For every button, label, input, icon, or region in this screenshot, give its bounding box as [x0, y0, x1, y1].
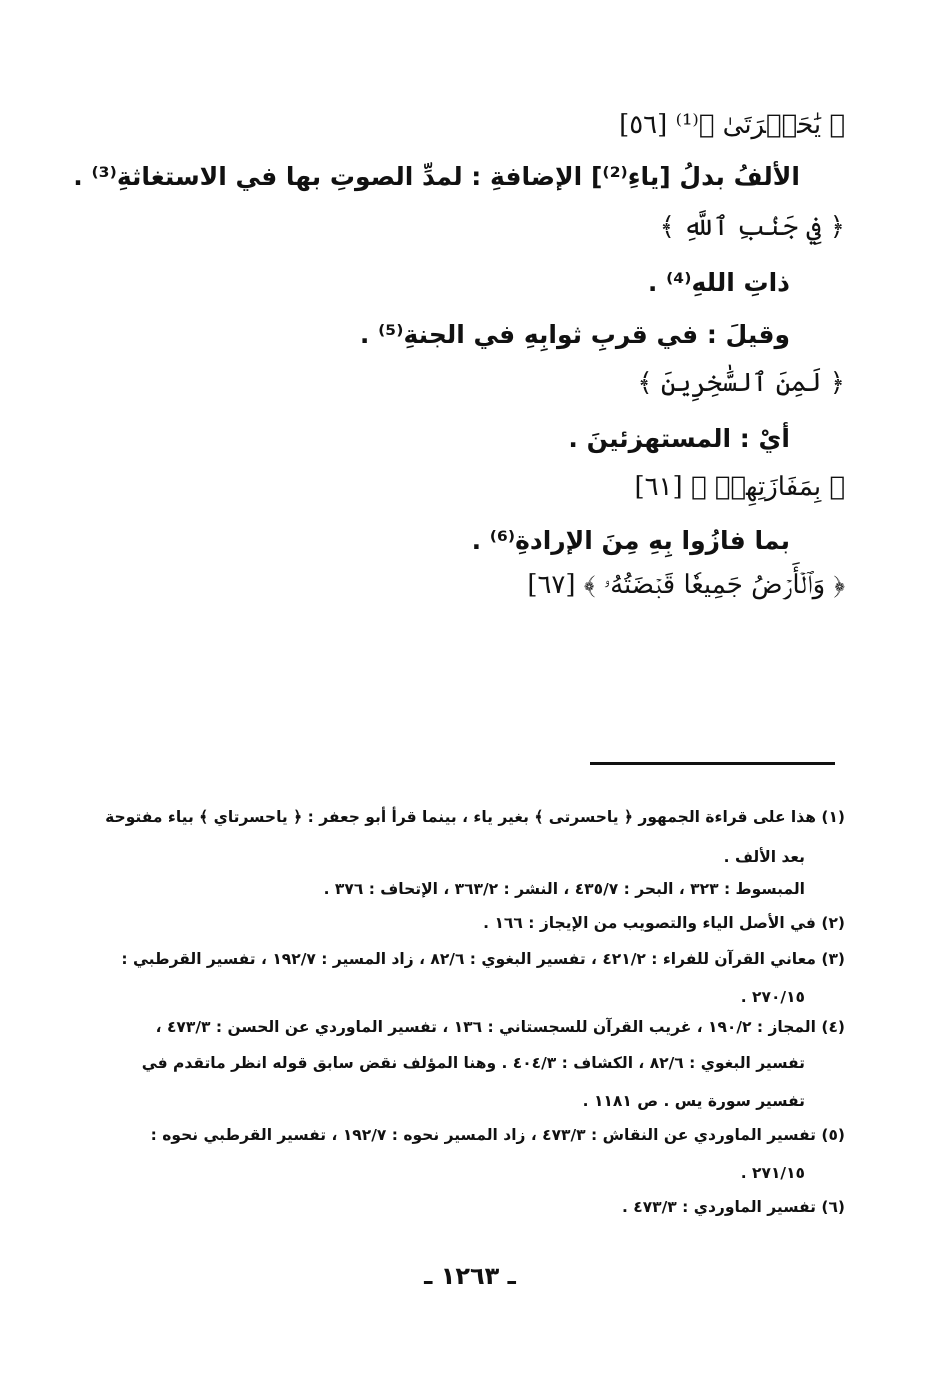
footnote-4-line-3: تفسير سورة يس . ص ١١٨١ .	[582, 1092, 805, 1110]
commentary-fazu: بما فازُوا بِهِ مِنَ الإرادةِ⁽⁶⁾ .	[471, 526, 790, 555]
footnote-3-line-1: (٣) معاني القرآن للفراء : ٤٢١/٢ ، تفسير البغوي : ٨٢/٦ ، زاد المسير : ١٩٢/٧ ، تفسير القرطبي :	[121, 950, 845, 968]
page-number: ـ ١٢٦٣ ـ	[424, 1262, 516, 1290]
verse-quote-mafazatihim: ﴿ بِمَفَازَتِهِمۡ ﴾ [٦١]	[634, 472, 845, 502]
footnote-2: (٢) في الأصل الياء والتصويب من الإيجاز : ١٦٦ .	[483, 914, 845, 932]
commentary-mustahzi: أيْ : المستهزئينَ .	[568, 424, 790, 453]
commentary-dhat-allah: ذاتِ اللهِ⁽⁴⁾ .	[647, 268, 790, 297]
verse-quote-fi-janbillah: ﴿ فِي جَنۢبِ ٱللَّهِ ﴾	[659, 212, 845, 242]
footnote-6: (٦) تفسير الماوردي : ٤٧٣/٣ .	[621, 1198, 845, 1216]
footnote-5-line-2: ٢٧١/١٥ .	[740, 1164, 805, 1182]
footnote-4-line-2: تفسير البغوي : ٨٢/٦ ، الكشاف : ٤٠٤/٣ . وهنا المؤلف نقض سابق قوله انظر ماتقدم في	[141, 1054, 805, 1072]
footnote-4-line-1: (٤) المجاز : ١٩٠/٢ ، غريب القرآن للسجستاني : ١٣٦ ، تفسير الماوردي عن الحسن : ٤٧٣/٣ ،	[155, 1018, 845, 1036]
footnote-1-line-2: بعد الألف .	[723, 848, 805, 866]
footnote-separator	[590, 762, 835, 765]
verse-quote-sakhirin: ﴿ لَمِنَ ٱلسَّٰخِرِينَ ﴾	[637, 368, 845, 398]
commentary-qila: وقيلَ : في قربِ ثوابِهِ في الجنةِ⁽⁵⁾ .	[359, 320, 790, 349]
footnote-1-line-1: (١) هذا على قراءة الجمهور ﴿ ياحسرتى ﴾ بغير ياء ، بينما قرأ أبو جعفر : ﴿ ياحسرتاي ﴾ بياء مفتوحة	[105, 808, 845, 826]
verse-quote-yahasrata: ﴿ يَٰحَسۡرَتَىٰ ﴾⁽¹⁾ [٥٦]	[619, 110, 845, 140]
footnote-1-line-3: المبسوط : ٣٢٣ ، البحر : ٤٣٥/٧ ، النشر : ٣٦٣/٢ ، الإتحاف : ٣٧٦ .	[323, 880, 805, 898]
footnote-5-line-1: (٥) تفسير الماوردي عن النقاش : ٤٧٣/٣ ، زاد المسير نحوه : ١٩٢/٧ ، تفسير القرطبي نحوه :	[150, 1126, 845, 1144]
verse-quote-al-ard: ﴿ وَٱلۡأَرۡضُ جَمِيعٗا قَبۡضَتُهُۥ ﴾ [٦٧]	[527, 570, 845, 600]
commentary-alif: الألفُ بدلُ [ياءِ⁽²⁾] الإضافةِ : لمدِّ الصوتِ بها في الاستغاثةِ⁽³⁾ .	[73, 162, 800, 191]
footnote-3-line-2: ٢٧٠/١٥ .	[740, 988, 805, 1006]
